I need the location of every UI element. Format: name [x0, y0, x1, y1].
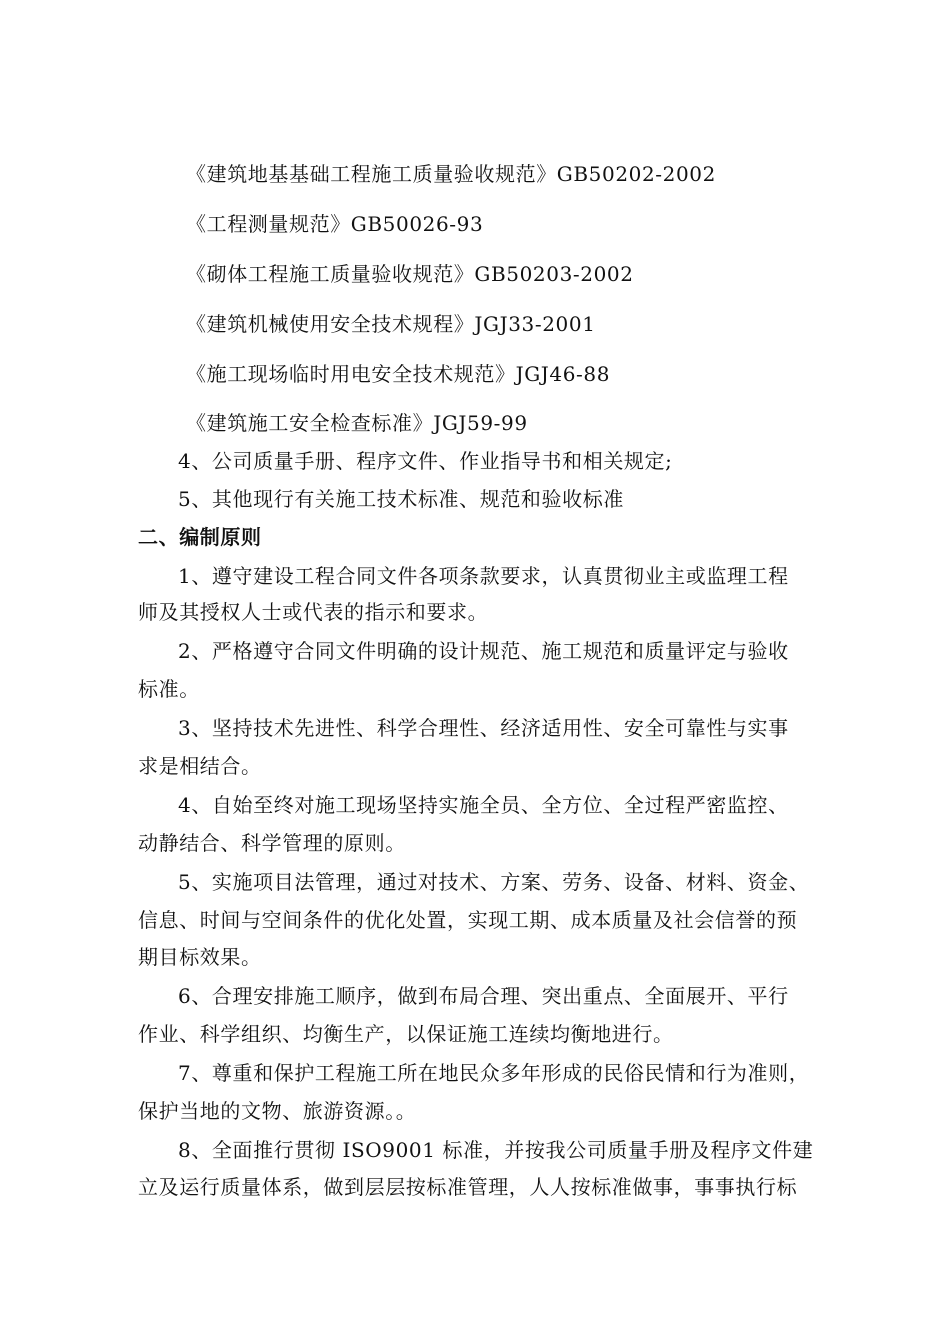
principle-line: 信息、时间与空间条件的优化处置，实现工期、成本质量及社会信誉的预: [138, 908, 798, 932]
standard-item: 《施工现场临时用电安全技术规范》JGJ46-88: [186, 362, 611, 386]
principle-line: 2、严格遵守合同文件明确的设计规范、施工规范和质量评定与验收: [178, 639, 789, 663]
principle-line: 3、坚持技术先进性、科学合理性、经济适用性、安全可靠性与实事: [178, 716, 789, 740]
principle-line: 7、尊重和保护工程施工所在地民众多年形成的民俗民情和行为准则，: [178, 1061, 810, 1085]
standard-item: 《建筑机械使用安全技术规程》JGJ33-2001: [186, 312, 596, 336]
principle-line: 8、全面推行贯彻 ISO9001 标准，并按我公司质量手册及程序文件建: [178, 1138, 814, 1162]
principle-line: 期目标效果。: [138, 945, 262, 969]
principle-line: 保护当地的文物、旅游资源。。: [138, 1099, 417, 1123]
section-heading: 二、编制原则: [138, 525, 262, 549]
principle-line: 立及运行质量体系，做到层层按标准管理，人人按标准做事，事事执行标: [138, 1175, 798, 1199]
principle-line: 5、实施项目法管理，通过对技术、方案、劳务、设备、材料、资金、: [178, 870, 810, 894]
principle-line: 师及其授权人士或代表的指示和要求。: [138, 600, 489, 624]
standard-item: 《工程测量规范》GB50026-93: [186, 212, 484, 236]
basis-item: 5、其他现行有关施工技术标准、规范和验收标准: [178, 487, 624, 511]
principle-line: 求是相结合。: [138, 754, 262, 778]
basis-item: 4、公司质量手册、程序文件、作业指导书和相关规定;: [178, 449, 673, 473]
principle-line: 作业、科学组织、均衡生产，以保证施工连续均衡地进行。: [138, 1022, 674, 1046]
principle-line: 标准。: [138, 677, 200, 701]
principle-line: 6、合理安排施工顺序，做到布局合理、突出重点、全面展开、平行: [178, 984, 789, 1008]
principle-line: 4、自始至终对施工现场坚持实施全员、全方位、全过程严密监控、: [178, 793, 789, 817]
standard-item: 《砌体工程施工质量验收规范》GB50203-2002: [186, 262, 634, 286]
principle-line: 动静结合、科学管理的原则。: [138, 831, 406, 855]
principle-line: 1、遵守建设工程合同文件各项条款要求，认真贯彻业主或监理工程: [178, 564, 789, 588]
standard-item: 《建筑施工安全检查标准》JGJ59-99: [186, 411, 528, 435]
standard-item: 《建筑地基基础工程施工质量验收规范》GB50202-2002: [186, 162, 716, 186]
